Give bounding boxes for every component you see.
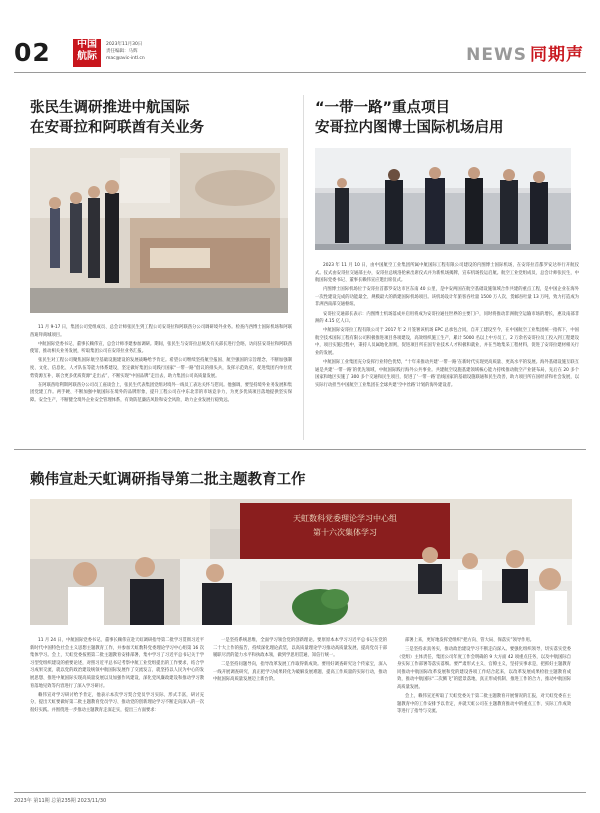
banner-line2: 第十六次集体学习 xyxy=(313,528,377,537)
page-number: 02 xyxy=(14,38,51,67)
airport-model-photo xyxy=(30,148,288,313)
article1-paragraph: 中航国际党委书记、董事长赖伟宣，总会计师李建参加调研。期间，张民生与安哥拉总统及有关部长进行会晤，访问驻安哥拉和阿联酋使馆，推动相关业务发展，听取集团公司在安哥拉业务汇报。 xyxy=(30,341,292,355)
article3-body-col1 xyxy=(30,637,204,716)
article1-body xyxy=(30,324,292,406)
article2-paragraph: 中航国际安哥拉工程有限公司于 2017 年 2 月签署该机场 EPC 总承包合同，自开工建设至今，在中国航空工业集团统一指挥下，中国航空技术国际工程有限公司积极推进项目各项建设，高效组织施工生产，累计 5000 名以上中方员工、2 万余名安哥拉员工投入到工程建设中，项目实施过程中，秉持人员属地化原则，促进项目所在国专业技术人才积极和就业，并在当地集采工程材料，促进了安哥拉建材相关行业的发展。 xyxy=(315,328,579,357)
article3-photo xyxy=(30,499,572,625)
article2-paragraph: 2023 年 11 月 10 日，由中国航空工业集团所属中航国际工程有限公司建设的内图博士国际机场，在安哥拉首都罗安达举行开航仪式。仪式由安哥拉交通部主办，安哥拉总统洛伦索出席仪式并为新机场揭牌，宣布机场投运启航。航空工业党组成员、总会计师张民生，中航国际党委书记、董事长赖伟宣应邀出席仪式。 xyxy=(315,263,579,284)
airport-ceremony-photo xyxy=(315,148,571,250)
article2-paragraph: 内图博士国际机场位于安哥拉首都罗安达市区东南 40 公里，是中安两国在航空基础设施领域合作共建的重点工程，是中国企业在海外一次性建设完成的功能最全、规模最大的新建国际机场项目。该机场设计年旅客吞吐量 1500 万人次、货邮吞吐量 13 万吨，致力打造成为非洲西南部交通枢纽。 xyxy=(315,287,579,308)
article1-title-line2: 在安哥拉和阿联酋有关业务 xyxy=(30,120,204,136)
article1-paragraph: 在阿联酋哈利斯阿联酋分公司员工座谈会上，张民生代表集团党组对境外一线员工表达关怀与慰问。他强调，要坚持境外业务发展和集团党建工作。两手硬、不断加强中航国际在境外的品牌形象，提升工程公司在中东北非的市场竞争力，为更多优质项目落地提供坚实保障。安全生产，不断健全境外企业安全管理体系，有效防范廉洁风险和安全风险，助力企业发展行稳致远。 xyxy=(30,382,292,403)
article2-title xyxy=(315,98,585,138)
column-divider xyxy=(303,95,304,440)
article3-paragraph: 部署上来，更好地发挥党组织“把方向、管大局、保落实”领导作用。 xyxy=(405,638,535,643)
article3-paragraph: 一是坚持系统思维，全面学习领会党的创新理论。要原原本本学习习近平总书记在党的二十大上作的报告，持续深化理论武装，以高质量理论学习推动高质量发展，提高党员干部履职尽责的能力水平和执政本领，做到学思用贯通、知信行统一。 xyxy=(213,638,387,659)
logo-line1: 中国 xyxy=(77,39,97,50)
article2-title-line1: “一带一路”重点项目 xyxy=(315,100,451,116)
article2-title-line2: 安哥拉内图博士国际机场启用 xyxy=(315,120,504,136)
article2-paragraph: 中航国际工业集团充分发挥行业特色优势，“十年来推动共建‘一带一路’在新时代实现更高质量、更高水平的发展。海外基础设施互联互通是共建‘一带一路’的优先领域，中航国际践行海外公共事业。共建航空设施基建领域核心能力持续推动航空产业链布局，先后在 20 多个国家和地区实施了 300 多个交通和民生项目，促进了‘一带一路’沿线国家的基础设施联通和民生改善，助力项目所在国经济和社会发展，以实际行动担当中国航空工业集团在全球共建‘空中丝路’计划的海外建设者。 xyxy=(315,360,579,388)
issue-editor: 责任编辑：马辉 xyxy=(106,49,138,54)
section-header xyxy=(466,40,584,65)
issue-date: 2023年11月30日 xyxy=(106,42,143,47)
section-en: NEWS xyxy=(466,45,527,65)
article3-paragraph: 三是坚持求真务实，推动政治建设学习不断走向深入。要强化组织领导，切实落实党委（党组）主体责任，集团公司年度工作会明确的 9 大方面 42 项重点任务，以及中航国际自身实际工作部署等落实落细。要严肃形式主义、官僚主义，坚持实事求是，把抓好主题教育同推动中航国际改革发展和党的建设各项工作结合起来，以改革发展成果检验主题教育成效，推动中航国际“二次腾飞”的愿景落地，真正形成机制、推进工作的合力，推动中航国际高质量发展。 xyxy=(397,647,571,691)
newspaper-logo xyxy=(73,39,101,67)
article3-paragraph: 11 月 24 日，中航国际党委书记、董事长赖伟宣赴天虹调研指导第二批学习贯彻习近平新时代中国特色社会主义思想主题教育工作，并参加天虹数科党委理论学习中心组第 16 次集体学习。会上，天虹党委按照第二批主题教育安排部署，集中学习了习近平总书记关于学习型党组织建设的重要论述，对照习近平总书记考察中航工业党组提出的工作要求，结合学习成果交流，就以党的政治建设统领中航国际发展作了交流发言，就坚持以人民为中心的发展思想、推进中航国际实现高质量发展以及加强作风建设、深化党风廉政建设和推动学习教育落地见效等内容进行了深入学习研讨。 xyxy=(30,638,204,689)
footer-divider xyxy=(14,792,586,793)
header-divider xyxy=(14,72,586,73)
banner-line1: 天虹数科党委理论学习中心组 xyxy=(293,514,397,523)
article2-body xyxy=(315,262,579,391)
article1-photo xyxy=(30,148,288,313)
article3-body-col3 xyxy=(397,637,571,717)
footer-issue: 2023年 第11期 总第235期 2023/11/30 xyxy=(14,798,107,804)
article3-paragraph: 赖伟宣对学习研讨给予肯定，他表示本次学习契合党员学习实际、形式丰富，研讨充分，提出天虹要做好第二批主题教育党员学习、推动党的创新理论学习不断走向深入的一次很好实践。并围绕进一步推动主题教育走深走实，提出三方面要求： xyxy=(30,692,204,713)
article2-paragraph: 安哥拉交通部长表示：内图博士机场落成并启用将成为安哥拉通往世界的主要门户，同时将推动非洲航空运输市场的增长，惠及南部非洲的 4.15 亿人口。 xyxy=(315,311,579,325)
article3-title: 赖伟宣赴天虹调研指导第二批主题教育工作 xyxy=(30,472,306,488)
article1-paragraph: 11 月 9-17 日，集团公司党组成员、总会计师张民生到工程公司安哥拉和阿联酋分公司调研境外业务。检查内西博士国际机场和阿联酋迪拜商城项目。 xyxy=(30,325,292,338)
article3-body-col2 xyxy=(213,637,387,686)
section-cn: 同期声 xyxy=(530,45,584,65)
article2-photo xyxy=(315,148,571,250)
logo-line2: 航际 xyxy=(77,51,97,62)
article1-title-line1: 张民生调研推进中航国际 xyxy=(30,100,190,116)
section-divider xyxy=(14,449,586,450)
article1-title xyxy=(30,98,300,138)
issue-meta xyxy=(106,41,145,62)
article3-paragraph: 二是坚持问题导向，指导改革发展工作取得新成效。要用好调查研究这个传家宝，深入一线开展调查研究，真正把学习成果转化为破解发展难题、提高工作质量的实际行动，推动中航国际高质量发展迈上新台阶。 xyxy=(213,662,387,683)
article1-paragraph: 张民生对工程公司聚焦国际航空基础设施建设的发展战略给予肯定。希望公司继续坚持航空报国、航空强国的宗旨理念，不断加强制度、文化、信息化、人才队伍等能力体系建设，坚定做好集团公司践行国家“一带一路”倡议的排头兵，发挥示范效应，促进集团内单位优势资源互补，联合更多优质资源“走出去”，不断实现“中国品牌”走出去，助力集团公司高质量发展。 xyxy=(30,358,292,379)
issue-email: mac@avic-intl.cn xyxy=(106,56,145,61)
meeting-room-photo xyxy=(30,499,572,625)
article3-paragraph: 会上，赖伟宣还听取了天虹党委关于第二批主题教育开展情况的汇报，对天虹党委在主题教育中的工作安排予以肯定，并就天虹公司在主题教育推动中的重点工作、实际工作成效等进行了指导与交流。 xyxy=(397,694,571,715)
